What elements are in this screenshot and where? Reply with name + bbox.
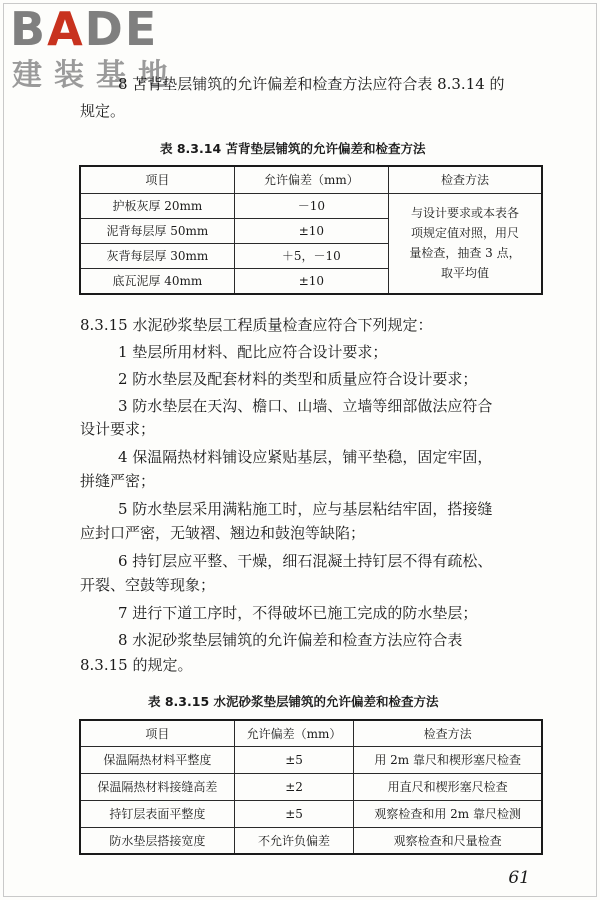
method-cell: 观察检查和尺量检查 <box>354 827 542 854</box>
tolerance-cell: －10 <box>234 193 388 218</box>
table-row <box>80 773 542 800</box>
item-cell: 泥背每层厚 50mm <box>80 218 234 243</box>
item-cell: 保温隔热材料接缝高差 <box>80 773 234 800</box>
list-item: 3 防水垫层在天沟、檐口、山墙、立墙等细部做法应符合 <box>118 397 493 415</box>
table-header-cell: 项目 <box>80 166 234 193</box>
method-cell: 用 2m 靠尺和楔形塞尺检查 <box>354 746 542 773</box>
table-header-cell: 项目 <box>80 720 234 746</box>
item-cell: 保温隔热材料平整度 <box>80 746 234 773</box>
list-item: 8 水泥砂浆垫层铺筑的允许偏差和检查方法应符合表 <box>118 631 463 649</box>
table-row <box>80 746 542 773</box>
list-item-continued: 应封口严密，无皱褶、翘边和鼓泡等缺陷； <box>80 524 366 542</box>
brand-logo-word: BADE <box>10 2 159 56</box>
tolerance-cell: ±5 <box>234 746 354 773</box>
tolerance-cell: ±10 <box>234 268 388 294</box>
list-item: 6 持钉层应平整、干燥，细石混凝土持钉层不得有疏松、 <box>118 552 493 570</box>
table-row <box>80 827 542 854</box>
page-number: 61 <box>508 868 530 888</box>
tolerance-cell: ±5 <box>234 800 354 827</box>
brand-logo-subtitle: 建装基地 <box>12 58 180 93</box>
list-item: 7 进行下道工序时，不得破坏已施工完成的防水垫层； <box>118 604 478 622</box>
list-item-continued: 8.3.15 的规定。 <box>80 656 193 674</box>
table-8-3-14-caption: 表 8.3.14 苫背垫层铺筑的允许偏差和检查方法 <box>160 141 426 156</box>
table-8-3-15 <box>79 719 543 855</box>
table-8-3-14 <box>79 165 543 295</box>
tolerance-cell: ±10 <box>234 218 388 243</box>
table-header-cell: 允许偏差（mm） <box>234 720 354 746</box>
table-header-cell: 允许偏差（mm） <box>234 166 388 193</box>
item-cell: 防水垫层搭接宽度 <box>80 827 234 854</box>
list-item: 2 防水垫层及配套材料的类型和质量应符合设计要求； <box>118 370 478 388</box>
item-cell: 灰背每层厚 30mm <box>80 243 234 268</box>
method-cell: 观察检查和用 2m 靠尺检测 <box>354 800 542 827</box>
item-cell: 护板灰厚 20mm <box>80 193 234 218</box>
table-header-cell: 检查方法 <box>354 720 542 746</box>
item-cell: 底瓦泥厚 40mm <box>80 268 234 294</box>
table-row <box>80 800 542 827</box>
method-cell <box>388 193 542 294</box>
list-item: 4 保温隔热材料铺设应紧贴基层，铺平垫稳，固定牢固， <box>118 448 493 466</box>
tolerance-cell: 不允许负偏差 <box>234 827 354 854</box>
intro-line-1: 8 苫背垫层铺筑的允许偏差和检查方法应符合表 8.3.14 的 <box>118 75 505 93</box>
section-heading: 8.3.15 水泥砂浆垫层工程质量检查应符合下列规定： <box>80 316 433 334</box>
list-item-continued: 设计要求； <box>80 420 156 438</box>
tolerance-cell: ±2 <box>234 773 354 800</box>
list-item-continued: 开裂、空鼓等现象； <box>80 576 216 594</box>
list-item: 5 防水垫层采用满粘施工时，应与基层粘结牢固，搭接缝 <box>118 500 493 518</box>
table-8-3-15-caption: 表 8.3.15 水泥砂浆垫层铺筑的允许偏差和检查方法 <box>148 694 439 709</box>
table-header-cell: 检查方法 <box>388 166 542 193</box>
list-item-continued: 拼缝严密； <box>80 472 156 490</box>
table-row <box>80 193 542 218</box>
method-cell: 用直尺和楔形塞尺检查 <box>354 773 542 800</box>
list-item: 1 垫层所用材料、配比应符合设计要求； <box>118 343 388 361</box>
method-text: 与设计要求或本表各项规定值对照，用尺量检查，抽查 3 点，取平均值 <box>409 206 521 281</box>
tolerance-cell: ＋5，－10 <box>234 243 388 268</box>
intro-line-2: 规定。 <box>80 102 126 120</box>
item-cell: 持钉层表面平整度 <box>80 800 234 827</box>
